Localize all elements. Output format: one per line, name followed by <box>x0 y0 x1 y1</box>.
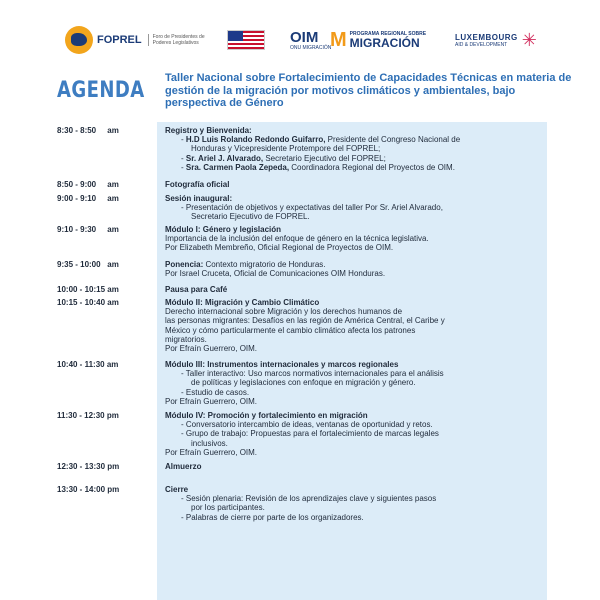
agenda-item <box>165 485 550 522</box>
luxembourg-subtitle: AID & DEVELOPMENT <box>455 41 508 48</box>
agenda-item-line: Secretario Ejecutivo de FOPREL. <box>191 212 310 222</box>
us-flag-icon <box>227 30 265 50</box>
agenda-item-line: Honduras y Vicepresidente Protempore del FOPREL; <box>191 144 381 154</box>
agenda-time: 9:35 - 10:00 am <box>57 260 119 269</box>
agenda-item-title: Sesión inaugural: <box>165 194 233 203</box>
migracion-m-icon: M <box>330 29 347 51</box>
agenda-time: 10:00 - 10:15 am <box>57 285 119 294</box>
agenda-item-title: Cierre <box>165 485 189 494</box>
agenda-time: 11:30 - 12:30 pm <box>57 411 119 420</box>
agenda-item-line: Por Efraín Guerrero, OIM. <box>165 447 258 457</box>
agenda-time: 12:30 - 13:30 pm <box>57 462 120 471</box>
agenda-time: 10:15 - 10:40 am <box>57 298 119 307</box>
agenda-item-line: - H.D Luis Rolando Redondo Guifarro, Presidente del Congreso Nacional de <box>181 135 461 145</box>
agenda-item-title: Fotografía oficial <box>165 180 230 189</box>
us-flag-logo <box>227 24 265 56</box>
foprel-subtitle: Foro de Presidentes de Poderes Legislativos <box>148 34 223 46</box>
agenda-time: 10:40 - 11:30 am <box>57 360 119 369</box>
agenda-item-line: - Grupo de trabajo: Propuestas para el fortalecimiento de marcas legales <box>181 429 439 439</box>
agenda-item-title: Ponencia: Contexto migratorio de Honduras. <box>165 260 326 269</box>
agenda-item-line: Por Efraín Guerrero, OIM. <box>165 396 258 406</box>
agenda-item-line: de políticas y legislaciones con enfoque en migración y género. <box>191 378 416 388</box>
agenda-item-line: - Conversatorio intercambio de ideas, ventanas de oportunidad y retos. <box>181 420 433 430</box>
oim-name: OIM <box>290 28 319 46</box>
agenda-item-line: Por Israel Cruceta, Oficial de Comunicaciones OIM Honduras. <box>165 269 386 279</box>
agenda-item <box>165 411 550 457</box>
agenda-item <box>165 225 550 253</box>
agenda-item-line: las personas migrantes: Desafíos en las región de América Central, el Caribe y <box>165 316 445 326</box>
luxembourg-star-icon: ✳ <box>521 29 537 50</box>
agenda-item-title: Pausa para Café <box>165 285 228 294</box>
agenda-item-line: Importancia de la inclusión del enfoque de género en la técnica legislativa. <box>165 234 429 244</box>
agenda-time: 8:50 - 9:00 am <box>57 180 119 189</box>
agenda-item <box>165 462 550 471</box>
agenda-item <box>165 260 550 278</box>
agenda-item-line: - Sesión plenaria: Revisión de los aprendizajes clave y siguientes pasos <box>181 494 437 504</box>
agenda-time: 9:00 - 9:10 am <box>57 194 119 203</box>
agenda-title: AGENDA <box>57 78 145 103</box>
oim-logo <box>290 24 331 56</box>
agenda-item-title: Módulo II: Migración y Cambio Climático <box>165 298 320 307</box>
oim-subtitle: ONU MIGRACIÓN <box>290 44 332 51</box>
agenda-item-line: - Palabras de cierre por parte de los organizadores. <box>181 512 364 522</box>
agenda-item-title: Módulo IV: Promoción y fortalecimiento en migración <box>165 411 368 420</box>
luxembourg-name: LUXEMBOURG <box>455 32 518 42</box>
foprel-logo <box>65 24 223 56</box>
agenda-item-line: - Sr. Ariel J. Alvarado, Secretario Ejecutivo del FOPREL; <box>181 153 386 163</box>
migracion-name: MIGRACIÓN <box>349 36 420 50</box>
agenda-item-title: Módulo I: Género y legislación <box>165 225 282 234</box>
agenda-item-line: Derecho internacional sobre Migración y los derechos humanos de <box>165 307 403 317</box>
migracion-logo <box>330 24 426 56</box>
agenda-item <box>165 285 550 294</box>
partner-logos <box>65 24 555 56</box>
event-subtitle: Taller Nacional sobre Fortalecimiento de Capacidades Técnicas en materia de gestión de la migración por motivos climáticos y ambientales, bajo perspectiva de Género <box>165 72 572 109</box>
migracion-program-label: PROGRAMA REGIONAL SOBRE <box>349 31 427 37</box>
agenda-item-line: México y cómo particularmente el cambio climático afecta los patrones <box>165 325 416 335</box>
foprel-emblem-icon <box>65 26 93 54</box>
agenda-item-line: por los participantes. <box>191 503 265 513</box>
agenda-item-line: inclusivos. <box>191 438 228 448</box>
agenda-item <box>165 126 550 172</box>
foprel-name: FOPREL <box>97 34 142 46</box>
agenda-item-line: - Estudio de casos. <box>181 387 250 397</box>
agenda-item-line: - Presentación de objetivos y expectativas del taller Por Sr. Ariel Alvarado, <box>181 203 443 213</box>
luxembourg-logo <box>455 24 537 56</box>
agenda-item-line: - Sra. Carmen Paola Zepeda, Coordinadora Regional del Proyectos de OIM. <box>181 162 455 172</box>
agenda-time: 13:30 - 14:00 pm <box>57 485 120 494</box>
agenda-time: 8:30 - 8:50 am <box>57 126 119 135</box>
agenda-item-line: - Taller interactivo: Uso marcos normativos internacionales para el análisis <box>181 369 444 379</box>
agenda-item-line: migratorios. <box>165 334 207 344</box>
agenda-item <box>165 360 550 406</box>
agenda-item-title: Módulo III: Instrumentos internacionales y marcos regionales <box>165 360 399 369</box>
agenda-item-title: Registro y Bienvenida: <box>165 126 252 135</box>
agenda-time: 9:10 - 9:30 am <box>57 225 119 234</box>
agenda-item-line: Por Efraín Guerrero, OIM. <box>165 344 258 354</box>
agenda-item <box>165 180 550 189</box>
agenda-item <box>165 194 550 222</box>
agenda-item-line: Por Elizabeth Membreño, Oficial Regional de Proyectos de OIM. <box>165 243 394 253</box>
agenda-item-title: Almuerzo <box>165 462 202 471</box>
agenda-item <box>165 298 550 353</box>
